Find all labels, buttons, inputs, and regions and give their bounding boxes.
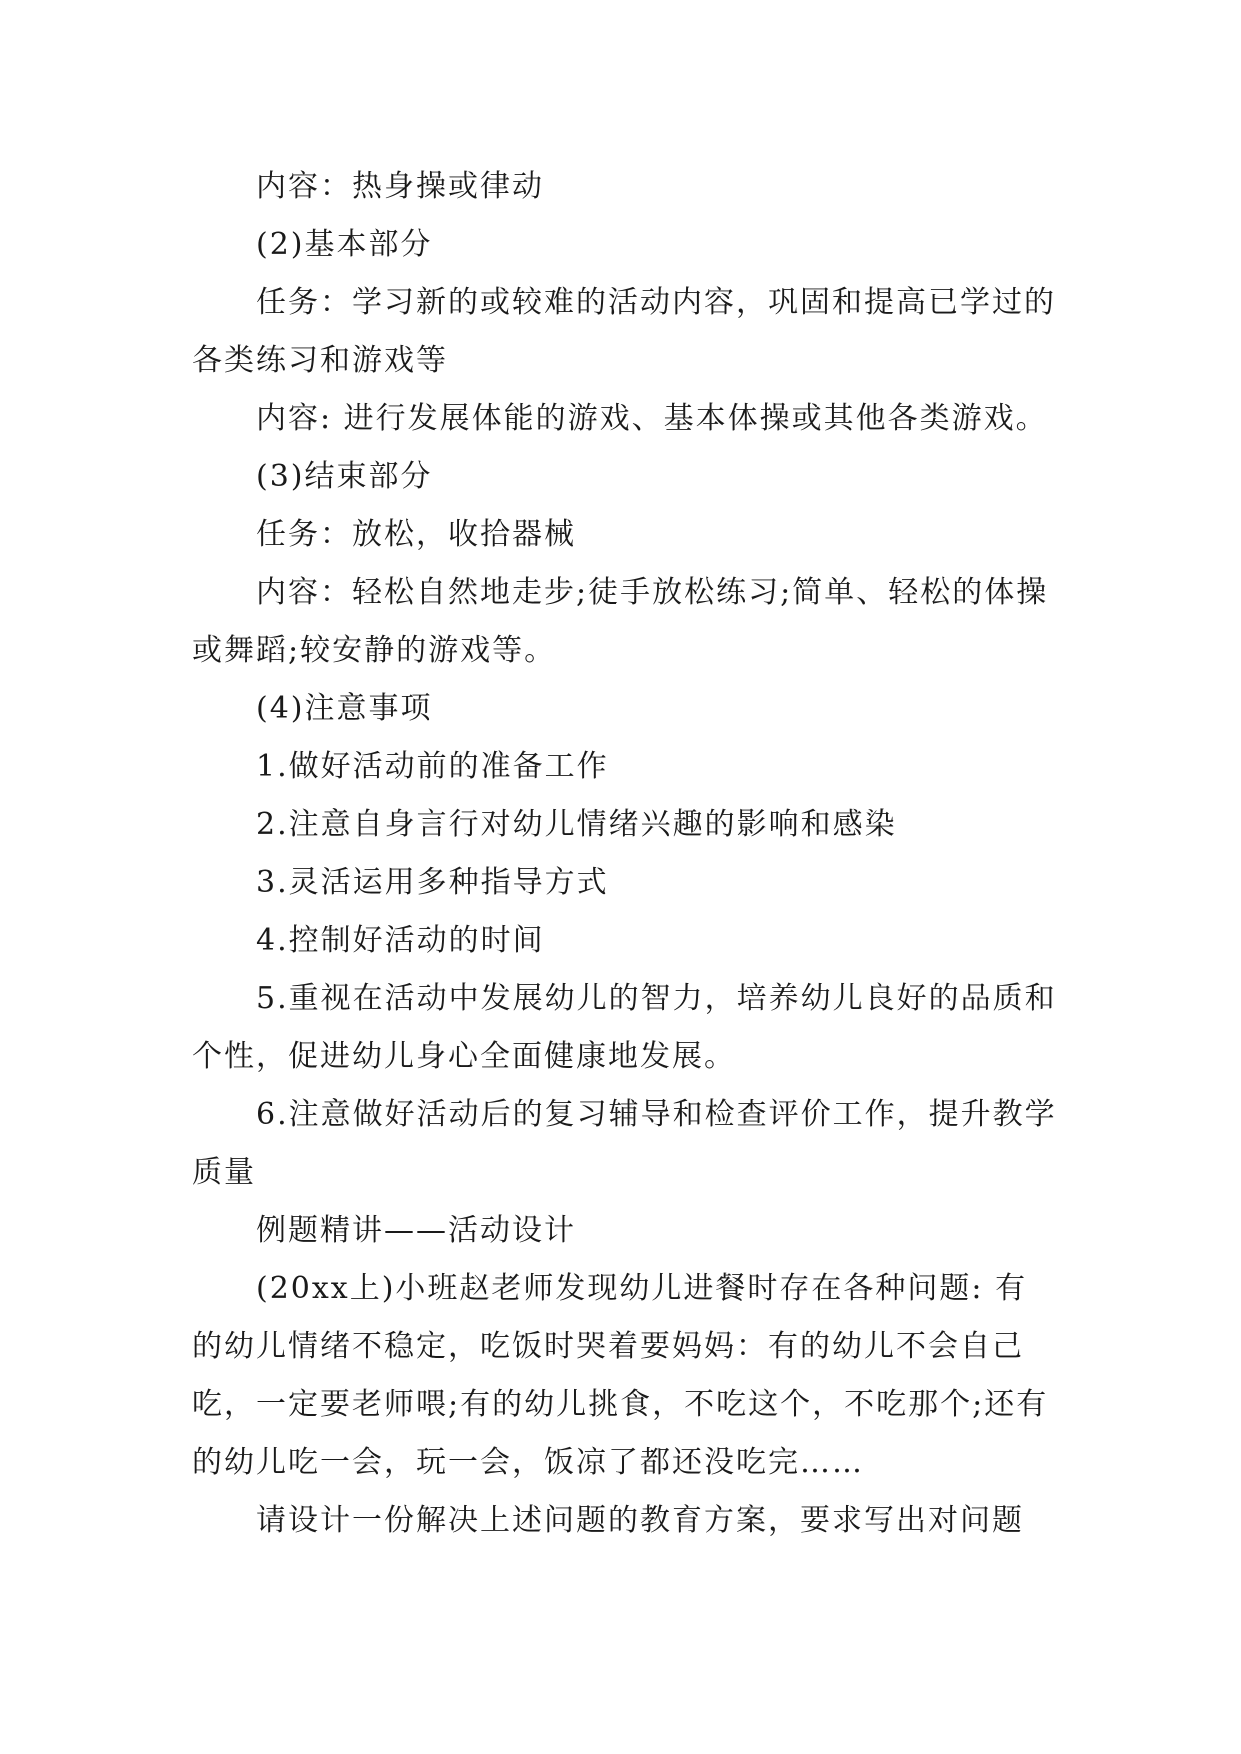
- note-item-5: 5.重视在活动中发展幼儿的智力，培养幼儿良好的品质和个性，促进幼儿身心全面健康地发展。: [192, 981, 1057, 1074]
- note-item-2: 2.注意自身言行对幼儿情绪兴趣的影响和感染: [256, 807, 897, 842]
- section-heading-basic: (2)基本部分: [256, 227, 433, 262]
- section-heading-notes: (4)注意事项: [256, 691, 433, 726]
- paragraph-warmup-content: 内容：热身操或律动: [256, 169, 544, 204]
- paragraph-basic-content: 内容: 进行发展体能的游戏、基本体操或其他各类游戏。: [256, 401, 1048, 436]
- paragraph-ending-content: 内容：轻松自然地走步;徒手放松练习;简单、轻松的体操或舞蹈;较安静的游戏等。: [192, 575, 1049, 668]
- note-item-4: 4.控制好活动的时间: [256, 923, 545, 958]
- paragraph-ending-task: 任务：放松，收拾器械: [256, 517, 576, 552]
- example-question: (20xx上)小班赵老师发现幼儿进餐时存在各种问题: 有的幼儿情绪不稳定，吃饭时哭着要妈妈：有的幼儿不会自己吃，一定要老师喂;有的幼儿挑食，不吃这个，不吃那个;还有的幼儿吃一会，玩一会，饭凉了都还没吃完……: [192, 1271, 1049, 1480]
- example-instruction: 请设计一份解决上述问题的教育方案，要求写出对问题: [256, 1503, 1024, 1538]
- paragraph-basic-task: 任务：学习新的或较难的活动内容，巩固和提高已学过的各类练习和游戏等: [192, 285, 1056, 378]
- note-item-3: 3.灵活运用多种指导方式: [256, 865, 609, 900]
- section-heading-ending: (3)结束部分: [256, 459, 433, 494]
- document-page: [192, 158, 1058, 1550]
- example-heading: 例题精讲——活动设计: [256, 1213, 576, 1248]
- note-item-6: 6.注意做好活动后的复习辅导和检查评价工作，提升教学质量: [192, 1097, 1057, 1190]
- note-item-1: 1.做好活动前的准备工作: [256, 749, 609, 784]
